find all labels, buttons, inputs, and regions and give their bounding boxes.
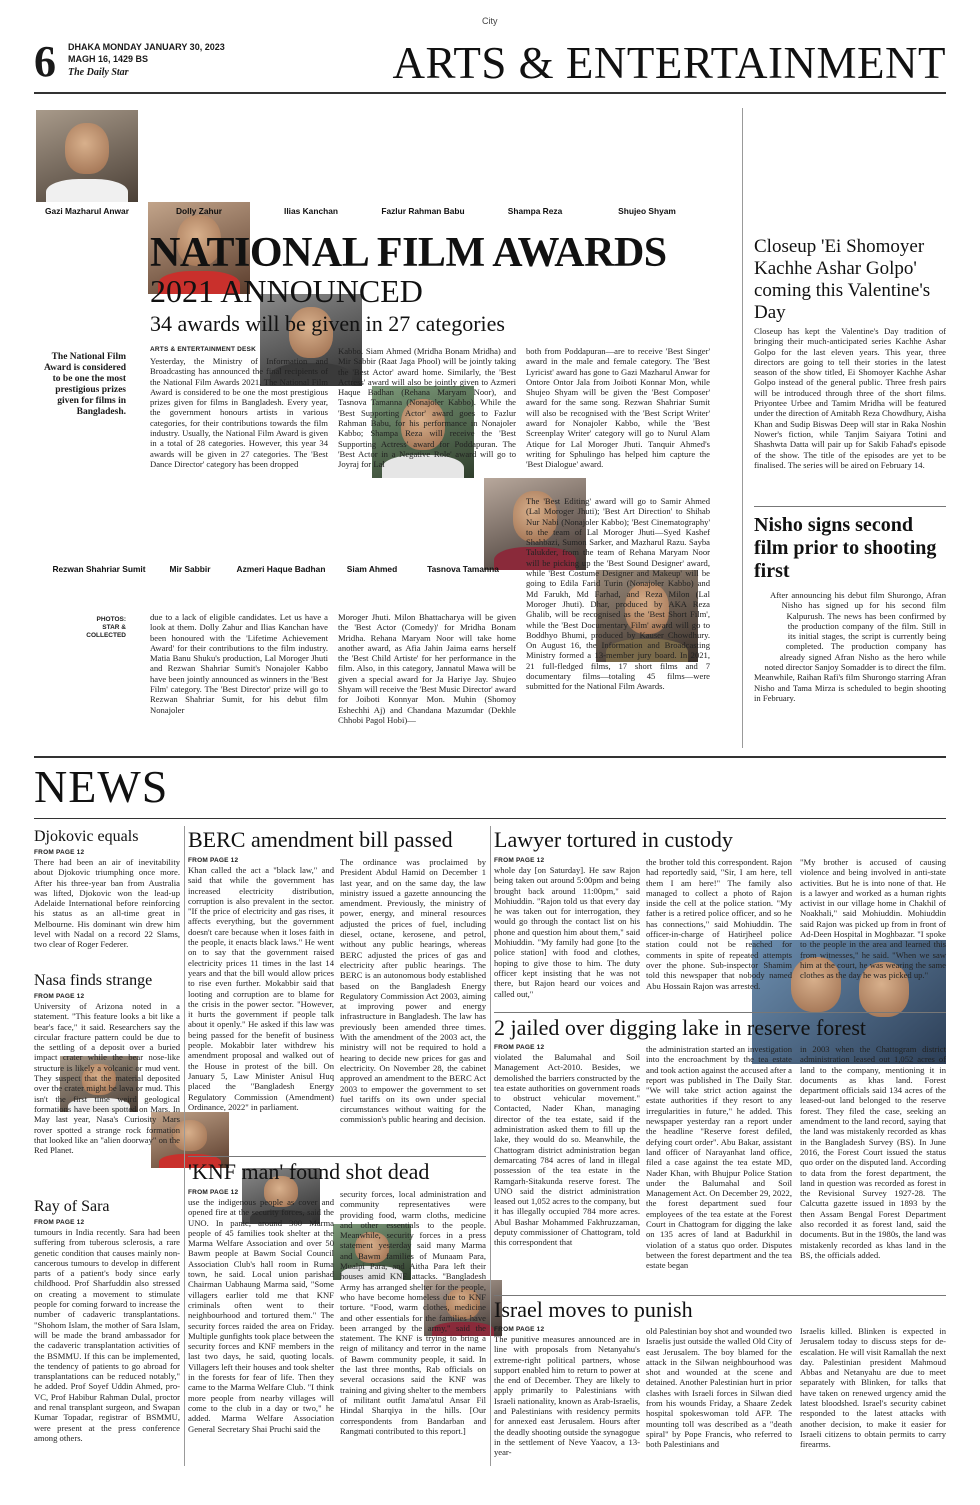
portrait-caption: Mir Sabbir [169, 564, 211, 574]
lawyer-rule [494, 1012, 946, 1013]
portrait-caption: Tasnova Tamanna [427, 564, 499, 574]
portrait-caption: Siam Ahmed [346, 564, 398, 574]
nisho-body [754, 590, 946, 746]
berc-from-page: FROM PAGE 12 [188, 857, 239, 864]
nasa-from-page: FROM PAGE 12 [34, 993, 85, 1000]
nasa-headline: Nasa finds strange [34, 972, 153, 989]
lead-headline-2: 2021 ANNOUNCED [150, 273, 423, 309]
sara-body: tumours in India recently. Sara had been suffering from tuberous sclerosis, a rare genetic condition that causes mainly non-cancerous tumours to develop in different parts of a patient's body since early childhood. Prof Sharfuddin also stressed on creating a movement to stimulate people for coming forward to increase the number of cadaveric transplantations. "Shohom Islam, the mother of Sara Islam, will be made the brand ambassador for the cadaveric transplantation activities of the BSMMU. If this can be implemented, the tendency of patients to go abroad for transplantations can be reduced notably," he added. Prof Soyef Uddin Ahmed, pro-VC, Prof Habibur Rahman Dulal, proctor and renal transplant surgeon, and Swapan Kumar Topadar, registrar of BSMMU, were present at the press conference among others. [34, 1227, 180, 1443]
sidebar-divider [742, 108, 743, 748]
israel-col-2: old Palestinian boy shot and wounded two Israelis just outside the walled Old City of east Jerusalem. The boy blamed for the attack in the Silwan neighbourhood was shot and wounded at the scene and detained. Another Palestinian hurt in prior clashes with Israeli forces in Silwan died from his wounds Friday, a Shaare Zedek hospital spokeswoman told AFP. The mounting toll was described as a "death spiral" by Pope Francis, who referred to both Palestinians and [646, 1326, 792, 1450]
lead-headline: NATIONAL FILM AWARDS [150, 230, 667, 276]
portrait-caption: Ilias Kanchan [284, 206, 338, 216]
portrait-caption: Shujeo Shyam [618, 206, 676, 216]
masthead-rule [34, 92, 946, 94]
news-divider-2 [490, 826, 491, 1466]
news-rule-2 [34, 818, 946, 819]
berc-headline: BERC amendment bill passed [188, 827, 453, 852]
pull-quote: The National Film Award is considered to be one the most prestigious prizes given for films in Bangladesh. [44, 352, 126, 417]
closeup-body: Closeup has kept the Valentine's Day tradition of bringing their much-anticipated series Kachhe Ashar Golpo for the last eleven years. This year, three directors are going to tell their stories in the latest season of the show titled, Ei Shomoyer Kachhe Ashar Golpo instead of the general public. Three fresh pairs will be introduced through three of the short films. Priyontee Urbee and Tamim Mridha will be featured under the direction of Amitabh Reza Chowdhury, Aisha Khan and Sudip Biswas Deep will star in Raka Noshin Nower's fiction, while Tanjim Saiyara Totini and Shashwta Datta will pair up for Sakib Fahad's episode of the show. The title of the episodes are yet to be finalised. The series will be aired on February 14. [754, 326, 946, 470]
israel-headline: Israel moves to punish [494, 1297, 693, 1322]
lead-col-2b: Moroger Jhuti. Milon Bhattacharya will be given the 'Best Actor (Comedy)' for Mridha Bonam Mridha. Rehana Maryam Noor will take home another award, as Afia Jahin Jaima earns herself the 'Best Child Artiste' for her performance in the film. Also, in this category, Jannatul Mawa will be given a special award for Ja Hariye Jay. Shujeo Shyam will receive the 'Best Music Director' award for Joiboti Konnyar Mon. Muhin (Shomoy Eshechhi Aj) and Chandana Mazumdar (Dekhle Chhobi Pagol Hobi)— [338, 612, 516, 725]
portrait-photo [36, 110, 138, 202]
jailed-headline: 2 jailed over digging lake in reserve forest [494, 1015, 867, 1040]
knf-col-2: security forces, local administration and community representatives were providing food, warm cloths, medicine and other essentials to the people. Meanwhile, security forces in a press statement yesterday said many Marma and Bawm families of Munaam Para, Mualpi Para, and Aitha Para left their houses amid KNF attacks. "Bangladesh Army has arranged shelter for the people, who have become homeless due to KNF torture. "Food, warm clothes, medicine and other essentials for the families have been arranged by the army," said the statement. The KNF is trying to bring a reign of militancy and terror in the name of Bawm community people, it said. In the last three months, Rab officials on several occasions said the KNF was training and giving shelter to the members of militant outfit Jama'atul Ansar Fil Hindal Sharqiya in the hills. [Our correspondents from Bandarban and Rangmati contributed to this report.] [340, 1189, 486, 1436]
israel-col-1: The punitive measures announced are in line with proposals from Netanyahu's extreme-right political partners, whose support enabled him to return to power at the end of December. They are likely to apply primarily to Palestinians with Israeli nationality, known as Arab-Israelis, and Palestinians with residency permits for annexed east Jerusalem. Hours after the deadly shooting outside the synagogue in the settlement of Neve Yaacov, a 13-year- [494, 1334, 640, 1458]
jailed-col-2: the administration started an investigation into the encroachment by the tea estate and took action against the accused after a report was published in The Daily Star. "We will take strict action against the estate authorities if they resort to any irregularities in future," he added. This newspaper yesterday ran a report under the headline "Reserve forest defiled, defying court order". Abu Bakar, assistant land officer of Narayanhat land office, filed a case against the tea estate MD, Nader Khan, with Bhujpur Police Station under the Balumahal and Soil Management Act. On December 29, 2022, the forest department sued four employees of the tea estate at the Forest Court in Chattogram for digging the lake on 135 acres of land at Badurkhil in violation of a status quo order. Disputes between the forest department and the tea estate began [646, 1044, 792, 1271]
lead-col-2: Kabbo. Siam Ahmed (Mridha Bonam Mridha) and Mir Sabbir (Raat Jaga Phool) will be jointly taking the 'Best Actor' award home. Similarly, the 'Best Actress' award will also be jointly given to Azmeri Haque Badhan (Rehana Maryam Noor), and Tasnova Tamanna (Nonajoler Kabbo). While the 'Best Supporting Actor' award goes to Fazlur Rahman Babu, for his performance in Nonajoler Kabbo; Shampa Reza will receive the 'Best Supporting Actress' award for Poddapuran. The 'Best Actor in a Negative Role' award will go to Joyraj for Lal [338, 346, 516, 470]
sara-from-page: FROM PAGE 12 [34, 1219, 85, 1226]
jailed-rule [494, 1295, 946, 1296]
knf-col-1: use the indigenous people as cover and opened fire at the security forces, said the UNO. In panic, around 300 Marma people of 45 families took shelter at the Marma Welfare Association and over 50 Bawm people at Bawm Social Council Association Club's hall room in Ruma town, he said. Local union parishad Chairman Uabhaung Marma said, "Some villagers earlier told me that KNF criminals often went to their neighbourhood and tortured them." The security forces raided the area on Friday. Multiple gunfights took place between the security forces and KNF members in the last two days, he said, quoting locals. Villagers left their houses and took shelter in the forests for fear of life. Then they came to the Marma Welfare Club. "I think more people from nearby villages will come to the club in a day or two," he added. Marma Welfare Association General Secretary Shai Pruchi said the [188, 1197, 334, 1434]
closeup-headline: Closeup 'Ei Shomoyer Kachhe Ashar Golpo' coming this Valentine's Day [754, 236, 931, 323]
djokovic-headline: Djokovic equals [34, 828, 139, 845]
israel-col-3: Israelis killed. Blinken is expected in Jerusalem today to discuss steps for de-escalation. He will visit Ramallah the next day. Palestinian president Mahmoud Abbas and Netanyahu are due to meet separately with Blinken, for talks that have taken on renewed urgency amid the latest bloodshed. Israel's security cabinet responded to the latest attacks with another decision, to make it easier for Israeli citizens to obtain permits to carry firearms. [800, 1326, 946, 1450]
nasa-body: University of Arizona noted in a statement. "This feature looks a bit like a bear's face," it said. Researchers say the circular fracture pattern could be due to the settling of a deposit over a buried impact crater while the bear nose-like structure is likely a volcanic or mud vent. They suspect that the material deposited over the crater might be lava or mud. This isn't the first time weird geological formations have been spotted on Mars. In May last year, Nasa's Curiosity Mars rover spotted a strange rock formation that looked like an "alien doorway" on the Red Planet. [34, 1001, 180, 1156]
jailed-col-3: in 2003 when the Chattogram district administration leased out 1,052 acres of land to the company, mentioning it in documents as khas land. Forest department officials said 134 acres of the leased-out land belonged to the reserve forest. They filed the case, seeking an amendment to the land record, saying that the land was mistakenly recorded as khas in the Bangladesh Survey (BS). In June 2016, the Forest Court issued the status quo order on the disputed land. According to data from the forest department, the land in question was recorded as forest in the Revisional Survey 1927-28. The Calcutta gazette issued in 1893 by the then Assam Bengal Forest Department also recorded it as forest land, said the documents. But in the 1980s, the land was mistakenly recorded as khas land in the BS, the officials added. [800, 1044, 946, 1260]
news-banner: NEWS [34, 761, 169, 812]
page-number: 6 [34, 37, 56, 86]
knf-headline: 'KNF man' found shot dead [188, 1159, 430, 1184]
portrait-caption: Rezwan Shahriar Sumit [52, 564, 146, 574]
section-tag: City [482, 16, 498, 26]
desk-credit: ARTS & ENTERTAINMENT DESK [150, 346, 256, 353]
bangla-date: MAGH 16, 1429 BS [68, 54, 149, 64]
lead-col-1: Yesterday, the Ministry of Information and Broadcasting has announced the final recipients of the National Film Awards 2021. The National Film Award is considered to be one the most prestigious prizes given for films in Bangladesh. Every year, the government honours artists in various categories, for their contributions towards the film industry. Usually, the National Film Award is given in a total of 28 categories. However, this year 34 awards will be given in 27 categories. The 'Best Dance Director' category has been dropped [150, 356, 328, 469]
date-line: DHAKA MONDAY JANUARY 30, 2023 [68, 42, 225, 52]
lead-col-1b: due to a lack of eligible candidates. Let us have a look at them. Dolly Zahur and Ilias Kanchan have been honoured with the 'Lifetime Achievement Award' for their contributions to the film industry. Matia Banu Shuku's production, Lal Moroger Jhuti and Rezwan Shahriar Sumit's Nonajoler Kabbo have been jointly announced as winners in the 'Best Film' category. The 'Best Director' prize will go to Rezwan Shahriar Sumit, for his debut film Nonajoler [150, 612, 328, 715]
lawyer-headline: Lawyer tortured in custody [494, 827, 733, 852]
section-title: ARTS & ENTERTAINMENT [392, 38, 946, 88]
berc-rule [188, 1156, 486, 1157]
portrait-caption: Gazi Mazharul Anwar [45, 206, 129, 216]
berc-col-1: Khan called the act a "black law," and said that while the government has increased electricity distribution, corruption is also prevalent in the sector. "If the price of electricity and gas rises, it affects everything, but the government doesn't care because when it loses faith in the people, it enacts black laws." He went on to say that the government raised electricity prices 11 times in the last 14 years and that the bill would allow prices to rise even further. Mokabbir said that looting and corruption are to blame for the crisis in the power sector. "However, it hurts the government if people talk about it openly." He asked if this law was being passed for the benefit of business people. Mokabbir later withdrew his amendment proposal and walked out of the House in protest of the bill. On January 5, Law Minister Anisul Huq placed the "Bangladesh Energy Regulatory Commission (Amendment) Ordinance, 2022" in parliament. [188, 865, 334, 1112]
portrait-caption: Shampa Reza [507, 206, 563, 216]
lead-col-3b: The 'Best Editing' award will go to Samir Ahmed (Lal Moroger Jhuti); 'Best Art Direction' to Shihab Nur Nabi (Nonajoler Kabbo); 'Best Cinematography' to the team of Lal Moroger Jhuti—Syed Kashef Shahbazi, Sumon Sarker, and Mazharul Razu. Sayba Talukder, from the team of Rehana Maryam Noor will be picking up the 'Best Sound Designer' award, while 'Best Costume Designer and Makeup' will be going to Edila Farid Turin (Nonajoler Kabbo) and Md Farukh, Md Farhad, and Reza Milon (Lal Moroger Jhuti). Dhar, produced by AKA Reza Ghalib, will be recognised as the 'Best Short Film', while the 'Best Documentary Film' award will go to Boddhyo Bhumi, produced by Kauser Chowdhury. On August 16, the Information and Broadcasting Ministry formed a 13-member jury board. In 2021, 21 full-fledged films, 17 short films and 7 documentary films—totaling 45 films—were submitted for the National Film Awards. [526, 496, 710, 692]
news-divider-1 [184, 826, 185, 1466]
lawyer-col-1: whole day [on Saturday]. He saw Rajon being taken out around 5:00pm and being brought back around 11:00pm," said Mohiuddin. "Rajon told us that every day he was taken out for interrogation, they would go through the contact list on his phone and question him about them," said Mohiuddin. "My family had gone [to the police station] with food and clothes, hoping to give those to him. The duty officer kept insisting that he was not there, but Rajon heard our voices and called out," [494, 865, 640, 999]
portrait-caption: Azmeri Haque Badhan [236, 564, 326, 574]
news-rule [34, 756, 946, 758]
jailed-col-1: violated the Balumahal and Soil Management Act-2010. Besides, we demolished the barriers constructed by the tea estate authorities on government roads to obstruct vehicular movement." Contacted, Nader Khan, managing director of the tea estate, said if the administration asked them to fill up the lake, they would do so. Meanwhile, the Chattogram district administration began demarcating 784 acres of land in illegal possession of the tea estate in the Ramgarh-Sitakunda reserve forest. The UNO said the district administration leased out 1,052 acres to the company, but it has illegally occupied 784 more acres. Abul Bashar Mohammed Fakhruzzaman, deputy commissioner of Chattogram, told this correspondent that [494, 1052, 640, 1248]
nisho-body-text: After announcing his debut film Shurongo, Afran Nisho has signed up for his second film Kalpurush. The news has been confirmed by the production company of the film. Still in its initial stages, the script is currently being completed. The production company has already signed Afran Nisho as the hero while noted director Sanjoy Somadder is to direct the film. Meanwhile, Raihan Rafi's film Shurongo starring Afran Nisho and Tama Mirza is scheduled to begin shooting in February. [754, 590, 946, 703]
israel-from-page: FROM PAGE 12 [494, 1326, 545, 1333]
portrait-caption: Fazlur Rahman Babu [381, 206, 465, 216]
photo-credit: PHOTOS: STAR & COLLECTED [86, 616, 126, 639]
lawyer-col-3: "My brother is accused of causing violence and being involved in anti-state activities. But he is into none of that. He is a lawyer and worked as a human rights activist in our village home in Chakhil of Noakhali," said Mohiuddin. Mohiuddin said Rajon was picked up from in front of Ad-Deen Hospital in Moghbazar. "I spoke to the people in the area and learned this from witnesses," he said. "When we saw him at the court, he was wearing the same clothes as the day he was picked up." [800, 857, 946, 981]
sidebar-rule [754, 506, 946, 507]
djokovic-from-page: FROM PAGE 12 [34, 849, 85, 856]
berc-col-2: The ordinance was proclaimed by President Abdul Hamid on December 1 last year, and on the same day, the law ministry issued a gazette announcing the amendment. Previously, the ministry of power, energy, and mineral resources adjusted the prices of fuel, including diesel, octane, kerosene, and petrol, without any public hearings, whereas BERC adjusted the prices of gas and electricity after public hearings. The BERC is an autonomous body established based on the Bangladesh Energy Regulatory Commission Act 2003, aiming at improving power and energy infrastructure in Bangladesh. The law has previously been amended three times. With the amendment of the 2003 act, the ministry will not be required to hold a hearing to decide new prices for gas and electricity. On November 28, the cabinet approved an amendment to the BERC Act 2003 to empower the government to set fuel tariffs on its own under special circumstances without waiting for the commission's public hearing and decision. [340, 857, 486, 1125]
lead-subhead: 34 awards will be given in 27 categories [150, 311, 505, 336]
jailed-from-page: FROM PAGE 12 [494, 1044, 545, 1051]
lawyer-col-2: the brother told this correspondent. Rajon had reportedly said, "Sir, I am here, tell them I am here!" The family also managed to collect a photo of Rajon inside the cell at the police station. "My father is a retired police officer, and so he has connections," said Mohiuddin. The officer-in-charge of Hatirjheel police station could not be reached for comments in spite of repeated attempts over the phone. Sub-inspector Shamim told this newspaper that nobody named Abu Hossain Rajon was arrested. [646, 857, 792, 991]
paper-logo: The Daily Star [68, 67, 129, 78]
nisho-headline: Nisho signs second film prior to shooting first [754, 514, 937, 582]
portrait-caption: Dolly Zahur [175, 206, 223, 216]
lawyer-from-page: FROM PAGE 12 [494, 857, 545, 864]
knf-from-page: FROM PAGE 12 [188, 1189, 239, 1196]
djokovic-body: There had been an air of inevitability about Djokovic triumphing once more. After his three-year ban from Australia was lifted, Djokovic won the lead-up Adelaide International before reinforcing his status as an all-time great in Melbourne. His dominant win drew him level with Nadal on a record 22 Slams, two clear of Roger Federer. [34, 857, 180, 950]
sara-headline: Ray of Sara [34, 1198, 110, 1215]
lead-col-3: both from Poddapuran—are to receive 'Best Singer' award in the male and female category. The 'Best Lyricist' award has gone to Gazi Mazharul Anwar for Ontore Ontor Jala from Joiboti Konnar Mon, while Shujeo Shyam will be given the 'Best Composer' award for the same song. Rezwan Shahriar Sumit will also be recognised with the 'Best Script Writer' award for Nonajoler Kabbo, while the 'Best Screenplay Writer' category will go to Nurul Alam Atique for Lal Moroger Jhuti. Tanquir Ahmed's writing for Sphulingo has helped him capture the 'Best Dialogue' award. [526, 346, 710, 470]
